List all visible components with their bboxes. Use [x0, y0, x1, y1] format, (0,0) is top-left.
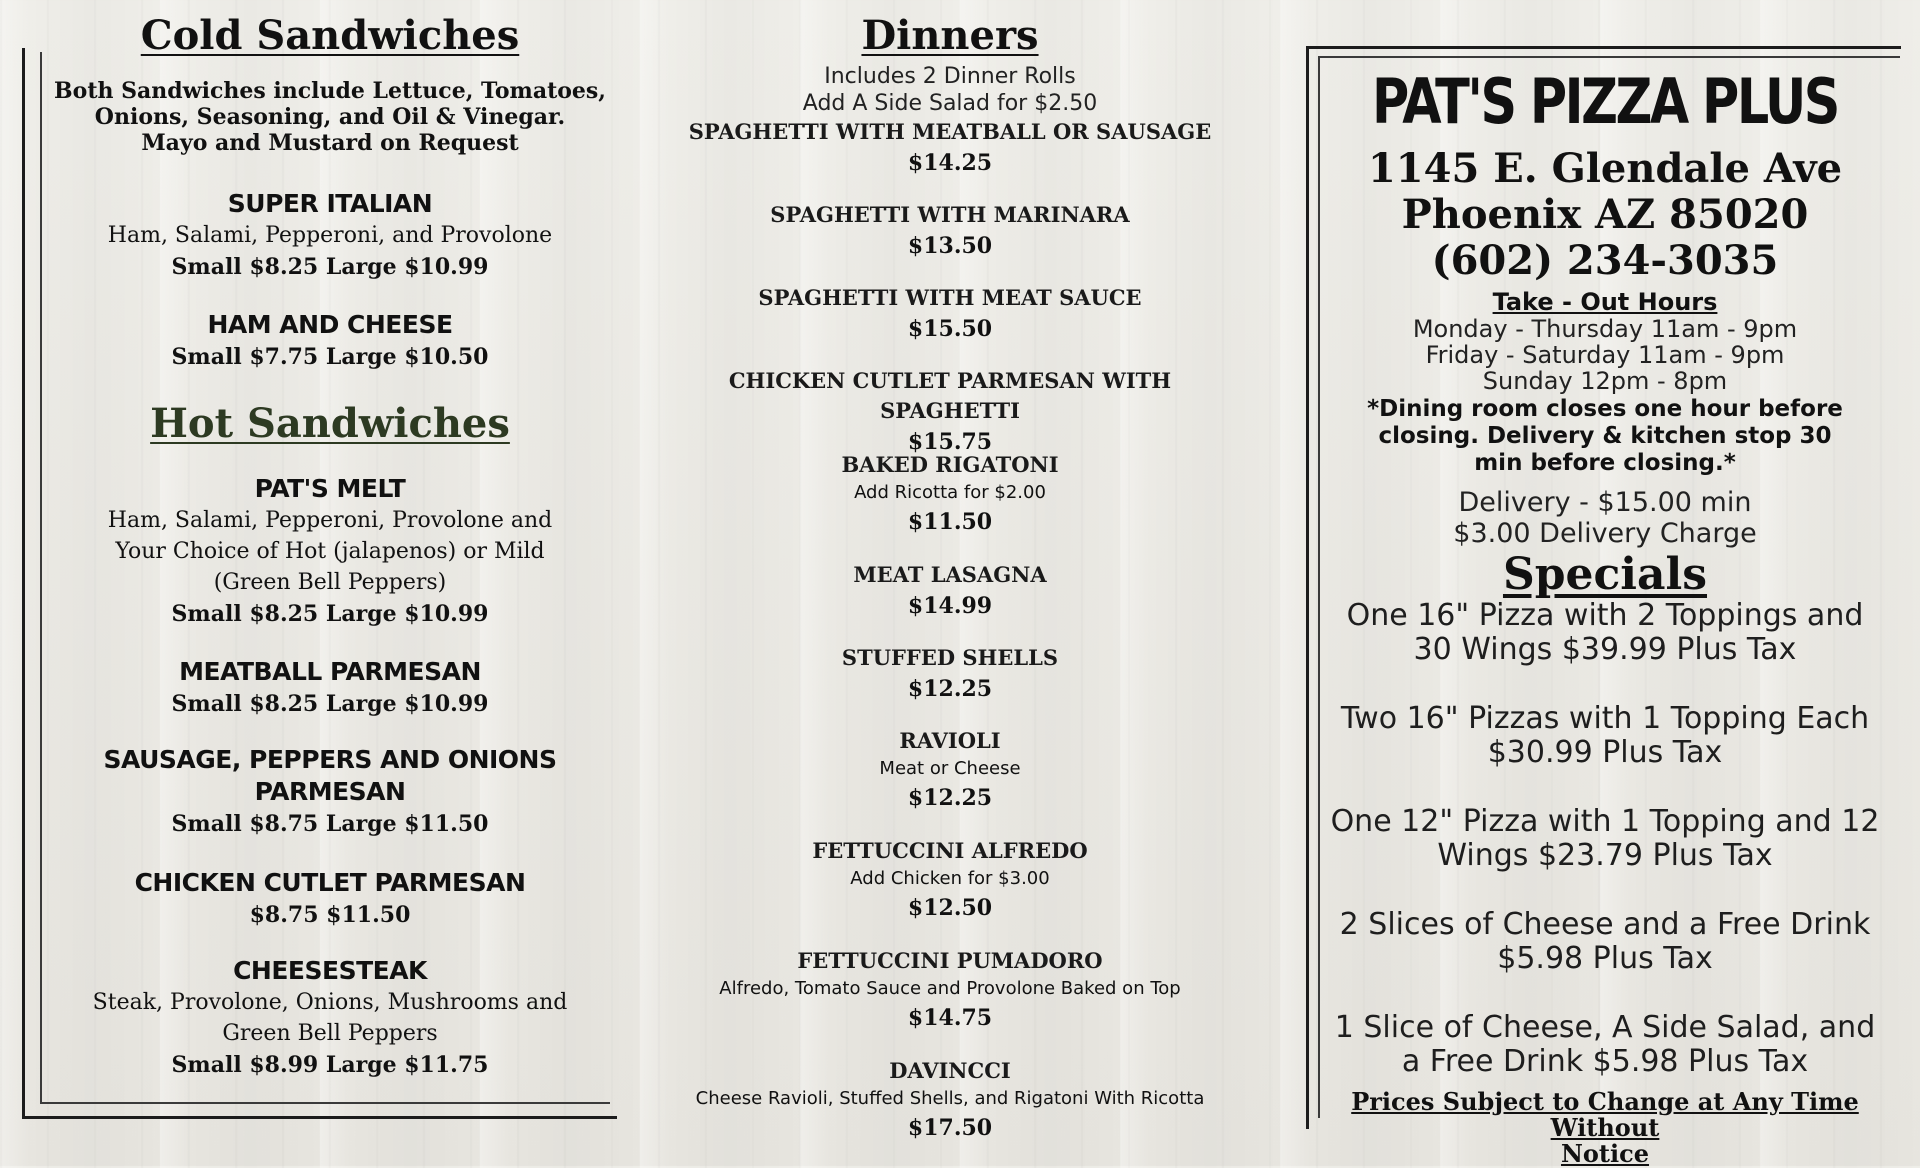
item-price: $11.50 [907, 509, 993, 535]
item-description: Ham, Salami, Pepperoni, and Provolone [107, 223, 553, 248]
dinners-subtitle [660, 63, 1240, 117]
item-price: $14.99 [907, 593, 993, 619]
item-price: $14.25 [907, 150, 993, 176]
address-line: 1145 E. Glendale Ave [1367, 145, 1843, 192]
item-name: FETTUCCINI PUMADORO [797, 948, 1103, 973]
menu-item [660, 1056, 1240, 1144]
hours-section [1310, 288, 1900, 394]
restaurant-name: PAT'S PIZZA PLUS [1372, 65, 1838, 138]
item-name: SAUSAGE, PEPPERS AND ONIONS [103, 745, 557, 774]
menu-item [30, 656, 630, 720]
item-name: DAVINCCI [889, 1058, 1011, 1083]
menu-item [30, 188, 630, 283]
item-name: FETTUCCINI ALFREDO [812, 838, 1088, 863]
menu-item [660, 450, 1240, 538]
menu-item [30, 955, 630, 1081]
menu-item [660, 366, 1240, 458]
special-item [1310, 702, 1900, 770]
item-name: PARMESAN [254, 777, 406, 806]
special-item [1310, 908, 1900, 976]
item-price: Small $8.25 Large $10.99 [171, 254, 489, 280]
special-line: 1 Slice of Cheese, A Side Salad, and [1334, 1010, 1876, 1045]
cold-sandwiches-section [30, 12, 630, 60]
item-name: SPAGHETTI WITH MARINARA [770, 202, 1130, 227]
item-price: $8.75 $11.50 [249, 902, 411, 928]
phone-number: (602) 234-3035 [1431, 237, 1779, 284]
hours-line: Sunday 12pm - 8pm [1482, 367, 1728, 395]
hot-sandwiches-title: Hot Sandwiches [150, 400, 510, 447]
special-line: One 16" Pizza with 2 Toppings and [1346, 598, 1864, 633]
hot-sandwiches-section [30, 400, 630, 448]
item-price: Small $8.25 Large $10.99 [171, 601, 489, 627]
item-name: SPAGHETTI WITH MEAT SAUCE [758, 285, 1142, 310]
item-price: $15.50 [907, 316, 993, 342]
address-line: Phoenix AZ 85020 [1401, 191, 1809, 238]
item-price: Small $8.25 Large $10.99 [171, 691, 489, 717]
dinners-title: Dinners [861, 12, 1039, 59]
special-item [1310, 805, 1900, 873]
menu-item [660, 836, 1240, 924]
note-line: min before closing.* [1474, 450, 1736, 476]
special-line: One 12" Pizza with 1 Topping and 12 [1330, 804, 1880, 839]
special-line: Two 16" Pizzas with 1 Topping Each [1340, 701, 1870, 736]
restaurant-contact [1310, 146, 1900, 284]
item-description: Add Chicken for $3.00 [850, 868, 1050, 889]
item-name: SPAGHETTI WITH MEATBALL OR SAUSAGE [688, 119, 1212, 144]
item-price: $12.25 [907, 785, 993, 811]
restaurant-header [1310, 65, 1900, 139]
item-name: CHICKEN CUTLET PARMESAN [134, 868, 526, 897]
item-description: Your Choice of Hot (jalapenos) or Mild [115, 539, 545, 564]
dinners-note: Add A Side Salad for $2.50 [802, 91, 1098, 116]
item-name: BAKED RIGATONI [841, 452, 1059, 477]
menu-item [660, 117, 1240, 179]
item-price: Small $8.75 Large $11.50 [171, 811, 489, 837]
cold-sandwiches-title: Cold Sandwiches [140, 12, 520, 59]
item-price: $12.50 [907, 895, 993, 921]
price-disclaimer [1310, 1089, 1900, 1167]
special-item [1310, 599, 1900, 667]
item-price: $15.75 [907, 429, 993, 455]
intro-line: Both Sandwiches include Lettuce, Tomatoes, [54, 78, 606, 104]
item-price: $14.75 [907, 1005, 993, 1031]
item-name: CHICKEN CUTLET PARMESAN WITH SPAGHETTI [728, 368, 1172, 423]
item-name: PAT'S MELT [254, 474, 406, 503]
item-description: Green Bell Peppers [222, 1021, 438, 1046]
item-description: Cheese Ravioli, Stuffed Shells, and Rigatoni With Ricotta [695, 1088, 1205, 1109]
special-line: Wings $23.79 Plus Tax [1437, 838, 1773, 873]
hours-line: Friday - Saturday 11am - 9pm [1425, 341, 1785, 369]
special-line: $30.99 Plus Tax [1487, 735, 1723, 770]
special-line: $5.98 Plus Tax [1497, 941, 1713, 976]
hours-line: Monday - Thursday 11am - 9pm [1412, 315, 1798, 343]
cold-sandwiches-intro [30, 78, 630, 156]
item-name: STUFFED SHELLS [841, 645, 1059, 670]
item-name: RAVIOLI [899, 728, 1001, 753]
intro-line: Mayo and Mustard on Request [141, 130, 519, 156]
menu-item [30, 744, 630, 840]
item-name: CHEESESTEAK [233, 956, 427, 985]
note-line: closing. Delivery & kitchen stop 30 [1378, 423, 1832, 449]
item-description: Ham, Salami, Pepperoni, Provolone and [107, 508, 553, 533]
item-description: Add Ricotta for $2.00 [854, 482, 1046, 503]
menu-item [660, 200, 1240, 262]
item-description: Steak, Provolone, Onions, Mushrooms and [92, 990, 568, 1015]
delivery-line: Delivery - $15.00 min [1458, 487, 1752, 518]
item-description: Alfredo, Tomato Sauce and Provolone Baked on Top [719, 978, 1181, 999]
item-name: HAM AND CHEESE [207, 310, 453, 339]
sandwiches-column [30, 0, 630, 1120]
hours-title: Take - Out Hours [1492, 288, 1718, 316]
specials-title: Specials [1502, 549, 1708, 600]
item-price: $17.50 [907, 1115, 993, 1141]
item-description: (Green Bell Peppers) [213, 570, 447, 595]
note-line: *Dining room closes one hour before [1367, 396, 1843, 422]
special-item [1310, 1011, 1900, 1079]
item-name: MEATBALL PARMESAN [179, 657, 481, 686]
dinners-header [660, 12, 1240, 60]
item-price: $13.50 [907, 233, 993, 259]
menu-item [660, 643, 1240, 705]
delivery-line: $3.00 Delivery Charge [1453, 518, 1757, 549]
item-name: SUPER ITALIAN [227, 189, 433, 218]
special-line: 2 Slices of Cheese and a Free Drink [1339, 907, 1871, 942]
closing-note [1310, 396, 1900, 477]
menu-item [660, 283, 1240, 345]
menu-item [660, 560, 1240, 622]
item-price: Small $7.75 Large $10.50 [171, 344, 489, 370]
disclaimer-line: Prices Subject to Change at Any Time Without [1351, 1087, 1859, 1142]
item-price: $12.25 [907, 676, 993, 702]
menu-item [660, 726, 1240, 814]
delivery-info [1310, 487, 1900, 549]
special-line: 30 Wings $39.99 Plus Tax [1413, 632, 1797, 667]
disclaimer-line: Notice [1560, 1139, 1650, 1168]
item-description: Meat or Cheese [879, 758, 1021, 779]
specials-header [1310, 550, 1900, 600]
special-line: a Free Drink $5.98 Plus Tax [1401, 1044, 1809, 1079]
menu-item [30, 867, 630, 931]
menu-item [30, 473, 630, 630]
menu-item [30, 309, 630, 373]
menu-item [660, 946, 1240, 1034]
item-name: MEAT LASAGNA [853, 562, 1047, 587]
dinners-note: Includes 2 Dinner Rolls [824, 64, 1076, 89]
intro-line: Onions, Seasoning, and Oil & Vinegar. [94, 104, 566, 130]
item-price: Small $8.99 Large $11.75 [171, 1052, 489, 1078]
